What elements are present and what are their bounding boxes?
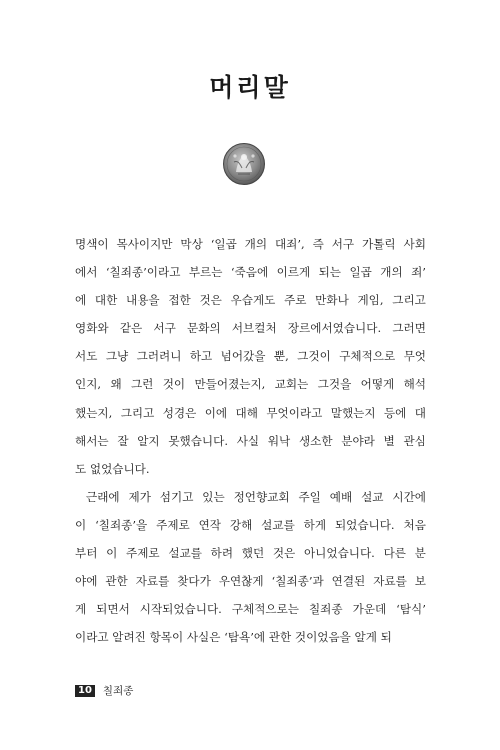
text-line: 근래에 제가 섬기고 있는 정언향교회 주일 예배 설교 시간에 [86,489,426,504]
text-line: 부터 이 주제로 설교를 하려 했던 것은 아니었습니다. 다른 분 [75,546,426,561]
text-line: 영화와 같은 서구 문화의 서브컬처 장르에서였습니다. 그러면 [75,321,426,336]
text-line: 했는지, 그리고 성경은 이에 대해 무엇이라고 말했는지 등에 대 [75,405,426,420]
text-line: 서도 그냥 그러려니 하고 넘어갔을 뿐, 그것이 구체적으로 무엇 [75,349,426,364]
text-line: 에서 ‘칠죄종’이라고 부르는 ‘죽음에 이르게 되는 일곱 개의 죄’ [75,265,426,280]
text-line: 이라고 알려진 항목이 사실은 ‘탐욕’에 관한 것이었음을 알게 되 [75,630,392,645]
chapter-title: 머리말 [209,73,291,102]
medallion-ornament-graphic [222,142,266,186]
text-line: 명색이 목사이지만 막상 ‘일곱 개의 대죄’, 즉 서구 가톨릭 사회 [75,237,426,251]
text-line: 도 없었습니다. [75,461,150,476]
body-text [75,230,426,651]
running-title: 칠죄종 [102,685,134,697]
text-line: 야에 관한 자료를 찾다가 우연찮게 ‘칠죄종’과 연결된 자료를 보 [75,574,426,589]
medallion-ornament-icon [222,142,266,186]
text-line: 에 대한 내용을 접한 것은 우습게도 주로 만화나 게임, 그리고 [75,293,426,308]
text-line: 해서는 잘 알지 못했습니다. 사실 워낙 생소한 분야라 별 관심 [75,433,426,448]
text-line: 이 ‘칠죄종’을 주제로 연작 강해 설교를 하게 되었습니다. 처음 [75,517,426,532]
page-number: 10 [75,685,95,697]
page-footer [75,683,133,698]
text-line: 게 되면서 시작되었습니다. 구체적으로는 칠죄종 가운데 ‘탐식’ [75,602,426,617]
text-line: 인지, 왜 그런 것이 만들어졌는지, 교회는 그것을 어떻게 해석 [75,377,426,392]
